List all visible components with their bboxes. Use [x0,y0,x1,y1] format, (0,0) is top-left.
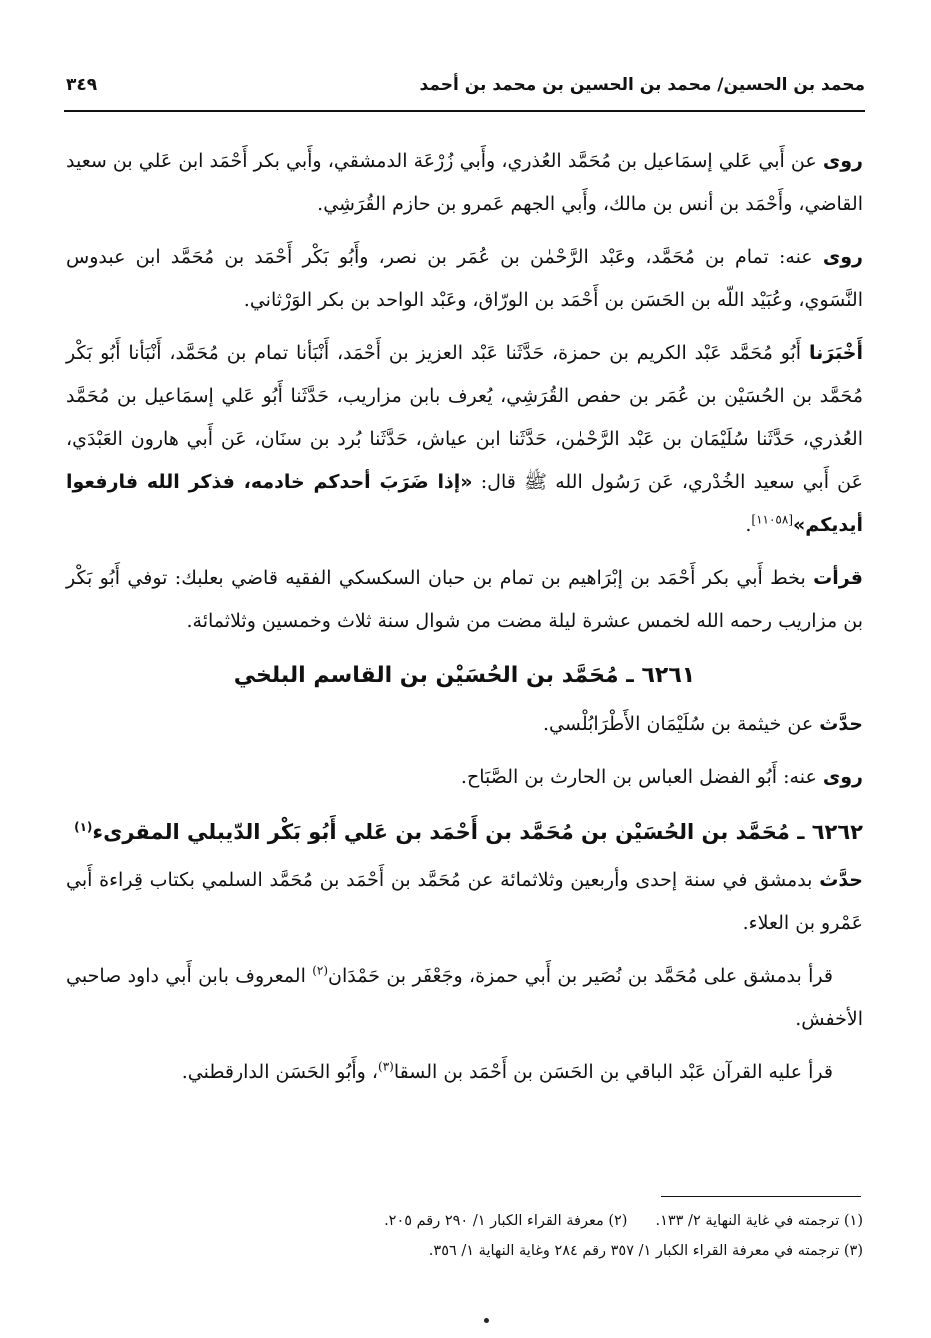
keyword: حدَّث [819,713,863,735]
footnote-3: (٣) ترجمته في معرفة القراء الكبار ١/ ٣٥٧ رقم ٢٨٤ وغاية النهاية ١/ ٣٥٦. [428,1243,863,1259]
hadith-reference: [١١٠٥٨] [751,512,794,527]
keyword: روى [822,246,863,268]
paragraph-narrated-by [66,236,863,322]
footnote-line [66,1206,863,1236]
entry-6262-recited-at [66,955,863,1041]
footnotes [66,1206,863,1266]
paragraph-text: أَبُو مُحَمَّد عَبْد الكريم بن حمزة، حَدَّثَنا عَبْد العزيز بن أَحْمَد، أَنْبَأنا تمام بن مُحَمَّد، أَنْبَأنا أَبُو بَكْر مُحَمَّد بن الحُسَيْن بن عُمَر بن حفص القُرَشِي، يُعرف بابن مزاريب، حَدَّثَنا أَبُو عَلي إسمَاعيل بن مُحَمَّد العُذري، حَدَّثَنا سُلَيْمَان بن عَبْد الرَّحْمٰن، حَدَّثَنا ابن عياش، حَدَّثَنا بُرد بن سنَان، عَن أَبي هارون العَبْدَي، عَن أَبي سعيد الخُدْري، عَن رَسُول الله ﷺ قال: [66,342,863,493]
entry-title-6262 [66,809,863,855]
hadith-text: «إذا ضَرَبَ أحدكم خادمه، فذكر الله فارفعوا أيديكم» [66,471,863,536]
entry-6261-narration [66,703,863,746]
header-rule [64,110,865,112]
paragraph-text: بخط أَبي بكر أَحْمَد بن إبْرَاهيم بن تمام بن حبان السكسكي الفقيه قاضي بعلبك: توفي أَبُو بَكْر بن مزاريب رحمه الله لخمس عشرة ليلة مضت من شوال سنة ثلاث وخمسين وثلاثمائة. [66,567,863,632]
paragraph-text: عن أَبي عَلي إسمَاعيل بن مُحَمَّد العُذري، وأَبي زُرْعَة الدمشقي، وأَبي بكر أَحْمَد ابن عَلي بن سعيد القاضي، وأَحْمَد بن أنس بن مالك، وأَبي الجهم عَمرو بن حازم القُرَشِي. [66,150,863,215]
keyword: روى [822,150,863,172]
paragraph-text: المعروف بابن أَبي داود صاحبي الأخفش. [66,965,863,1030]
paragraph-death-note [66,557,863,643]
page-mark [484,1318,489,1323]
body-text [66,140,863,1104]
paragraph-text: قرأ عليه القرآن عَبْد الباقي بن الحَسَن بن أَحْمَد بن السقا [393,1061,833,1083]
paragraph-isnad [66,332,863,547]
keyword: روى [822,766,863,788]
paragraph-text: عن خيثمة بن سُلَيْمَان الأَطْرَابُلْسي. [543,713,820,735]
keyword: أَخْبَرَنا [808,342,863,364]
keyword: قرأت [813,567,863,589]
keyword: حدَّث [819,869,863,891]
paragraph-text: ، وأَبُو الحَسَن الدارقطني. [181,1061,379,1083]
paragraph-text: عنه: تمام بن مُحَمَّد، وعَبْد الرَّحْمٰن بن عُمَر بن نصر، وأَبُو بَكْر أَحْمَد بن مُحَمَّد ابن عبدوس النَّسَوي، وعُبَيْد اللّه بن الحَسَن بن أَحْمَد بن الورّاق، وعَبْد الواحد بن بكر الوَرْثاني. [66,246,863,311]
footnote-1: (١) ترجمته في غاية النهاية ٢/ ١٣٣. [655,1213,863,1229]
running-header [66,70,865,100]
paragraph-text: قرأ بدمشق على مُحَمَّد بن نُصَير بن أَبي حمزة، وجَعْفَر بن حَمْدَان [328,965,833,987]
footnote-rule [661,1196,861,1197]
running-title: محمد بن الحسين/ محمد بن الحسين بن محمد بن أحمد [419,75,865,95]
page-number: ٣٤٩ [66,75,98,95]
paragraph-text: بدمشق في سنة إحدى وأربعين وثلاثمائة عن مُحَمَّد بن أَحْمَد بن مُحَمَّد السلمي بكتاب قِراءة أَبي عَمْرو بن العلاء. [66,869,863,934]
entry-6262-narration [66,859,863,945]
footnote-marker: (٣) [378,1059,394,1074]
entry-title-text: ٦٢٦٢ ـ مُحَمَّد بن الحُسَيْن بن مُحَمَّد بن أَحْمَد بن عَلي أَبُو بَكْر الدّيبلي المقرىء [92,820,863,844]
entry-6261-narrated-by [66,756,863,799]
footnote-2: (٢) معرفة القراء الكبار ١/ ٢٩٠ رقم ٢٠٥. [384,1213,628,1229]
paragraph-text: عنه: أَبُو الفضل العباس بن الحارث بن الصَّبَاح. [460,766,823,788]
footnote-marker: (٢) [312,963,329,978]
entry-title-6261: ٦٢٦١ ـ مُحَمَّد بن الحُسَيْن بن القاسم البلخي [233,663,696,688]
entry-6262-recited-by [66,1051,863,1094]
paragraph-narrated-from [66,140,863,226]
footnote-line [66,1236,863,1266]
footnote-marker: (١) [74,820,93,834]
paragraph-end: . [745,514,752,536]
